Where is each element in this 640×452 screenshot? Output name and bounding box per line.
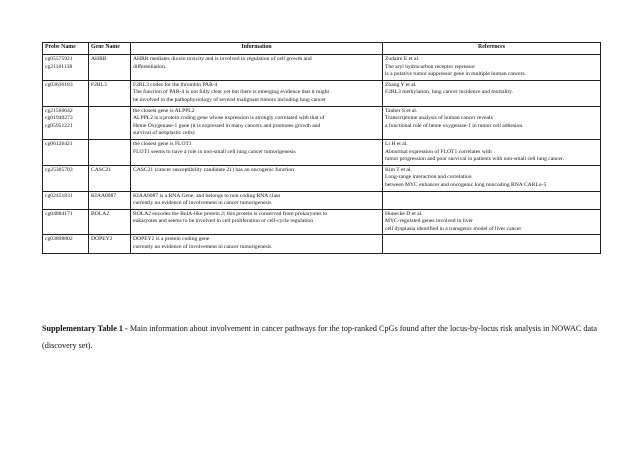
references-line: Hunecke D et al. [385, 210, 423, 217]
information-cell [131, 55, 383, 81]
probe-name-line: cg06126421 [45, 140, 73, 147]
probe-name-cell [43, 191, 89, 209]
header-probe-name: Probe Name [43, 43, 89, 55]
information-line: Heme Oxygenase-1 gene (it is expressed in many cancers and promotes growth and [133, 122, 321, 129]
probe-name-line: cg05951221 [45, 122, 73, 129]
information-cell [131, 165, 383, 191]
table-caption [42, 320, 602, 354]
references-line: a functional role of heme oxygenase-1 in tumor cell adhesion. [385, 122, 524, 129]
information-cell [131, 106, 383, 139]
information-line: the closest gene is ALPPL2 [133, 107, 195, 114]
gene-name-cell: DOPEY2 [89, 235, 131, 253]
table-row [43, 191, 601, 209]
information-cell [131, 80, 383, 106]
caption-text: Main information about involvement in cancer pathways for the top-ranked CpGs found after the locus-by-locus risk analysis in NOWAC data (discovery set). [42, 324, 598, 350]
references-line: Transcriptome analysis of human cancer reveals [385, 115, 493, 122]
information-line: FLOT1 seems to have a role in non-small cell lung cancer tumorigenesis [133, 148, 296, 155]
probe-name-line: cg05575921 [45, 56, 73, 62]
table-row [43, 165, 601, 191]
information-line: CASC21 (cancer susceptibility candidate 21) has an oncogenic function [133, 166, 294, 173]
gene-name-cell: F2RL3 [89, 80, 131, 106]
probe-name-cell [43, 165, 89, 191]
header-references: References [383, 43, 601, 55]
probe-name-cell [43, 235, 89, 253]
table-body [43, 55, 601, 254]
references-cell [383, 209, 601, 235]
references-line: F2RL3 methylation, lung cancer incidence and mortality. [385, 89, 513, 96]
probe-name-cell [43, 80, 89, 106]
information-line: KIAA0087 is a RNA Gene, and belongs to non coding RNA class [133, 192, 281, 199]
information-line: currently no evidence of involvement in cancer tumorigenesis [133, 200, 272, 207]
probe-name-line: cg04884171 [45, 210, 73, 217]
table-header-row [43, 43, 601, 55]
information-line: BOLA2 encodes the BolA-like protein 2; this protein is conserved from prokaryotes to [133, 210, 328, 217]
references-line: Tauber S et al. [385, 107, 418, 114]
references-line: MYC-regulated genes involved in liver [385, 218, 473, 225]
information-line: be involved in the pathophysiology of several malignant tumors including lung cancer [133, 96, 326, 103]
references-line: is a putative tumor suppressor gene in multiple human cancers. [385, 71, 527, 78]
header-gene-name: Gene Name [89, 43, 131, 55]
table-row [43, 106, 601, 139]
references-cell [383, 106, 601, 139]
table-row [43, 235, 601, 253]
gene-name-cell [89, 139, 131, 165]
header-information: Information [131, 43, 383, 55]
table-row [43, 139, 601, 165]
references-line: between MYC enhancer and oncogenic long noncoding RNA CARLo-5 [385, 181, 547, 188]
references-line: Abnormal expression of FLOT1 correlates with [385, 148, 492, 155]
information-line: eukaryotes and seems to be involved in cell proliferation or cell-cycle regulation [133, 218, 314, 225]
information-line: DOPEY2 is a protein coding gene [133, 236, 210, 243]
information-line: AHRR mediates dioxin toxicity and is involved in regulation of cell growth and [133, 56, 312, 62]
references-line: cell dysplasia identified in a transgenic model of liver cancer [385, 225, 522, 232]
gene-name-cell: KIAA0087 [89, 191, 131, 209]
caption-label: Supplementary Table 1 - [42, 324, 128, 333]
supplementary-table-container [42, 42, 600, 254]
gene-name-cell: CASC21 [89, 165, 131, 191]
table-row [43, 55, 601, 81]
probe-name-line: cg03636183 [45, 81, 73, 88]
gene-name-cell [89, 106, 131, 139]
table-row [43, 80, 601, 106]
cpg-information-table [42, 42, 601, 254]
gene-name-cell: AHRR [89, 55, 131, 81]
references-cell [383, 235, 601, 253]
probe-name-cell [43, 139, 89, 165]
references-line: Kim T et al. [385, 166, 412, 173]
references-cell [383, 80, 601, 106]
information-line: currently no evidence of involvement in cancer tumorigenesis [133, 244, 272, 251]
references-line: Zudaire E et al. [385, 56, 420, 62]
references-line: Long-range interaction and correlation [385, 174, 472, 181]
information-cell [131, 209, 383, 235]
probe-name-line: cg02451831 [45, 192, 73, 199]
information-line: The function of PAR-4 is not fully clear yet but there is emerging evidence that it might [133, 89, 330, 96]
probe-name-cell [43, 209, 89, 235]
information-cell [131, 235, 383, 253]
information-line: ALPPL2 is a protein coding gene whose expression is strongly correlated with that of [133, 115, 325, 122]
references-cell [383, 191, 601, 209]
references-line: The aryl hydrocarbon receptor repressor [385, 63, 476, 70]
information-line: differentiation. [133, 63, 167, 70]
gene-name-cell: BOLA2 [89, 209, 131, 235]
probe-name-line: cg03898802 [45, 236, 73, 243]
references-cell [383, 165, 601, 191]
probe-name-line: cg21161138 [45, 63, 73, 70]
information-cell [131, 139, 383, 165]
probe-name-line: cg21566642 [45, 107, 73, 114]
table-row [43, 209, 601, 235]
information-line: the closest gene is FLOT1 [133, 140, 192, 147]
references-line: tumor progression and poor survival in patients with non-small cell lung cancer. [385, 156, 564, 163]
references-line: Zhang Y et al. [385, 81, 417, 88]
probe-name-line: cg01940273 [45, 115, 73, 122]
references-cell [383, 55, 601, 81]
probe-name-line: cg25305703 [45, 166, 73, 173]
probe-name-cell [43, 55, 89, 81]
information-cell [131, 191, 383, 209]
references-cell [383, 139, 601, 165]
probe-name-cell [43, 106, 89, 139]
references-line: Li H et al. [385, 140, 408, 147]
information-line: F2RL3 codes for the thrombin PAR-4 [133, 81, 218, 88]
information-line: survival of neoplastic cells) [133, 130, 195, 137]
